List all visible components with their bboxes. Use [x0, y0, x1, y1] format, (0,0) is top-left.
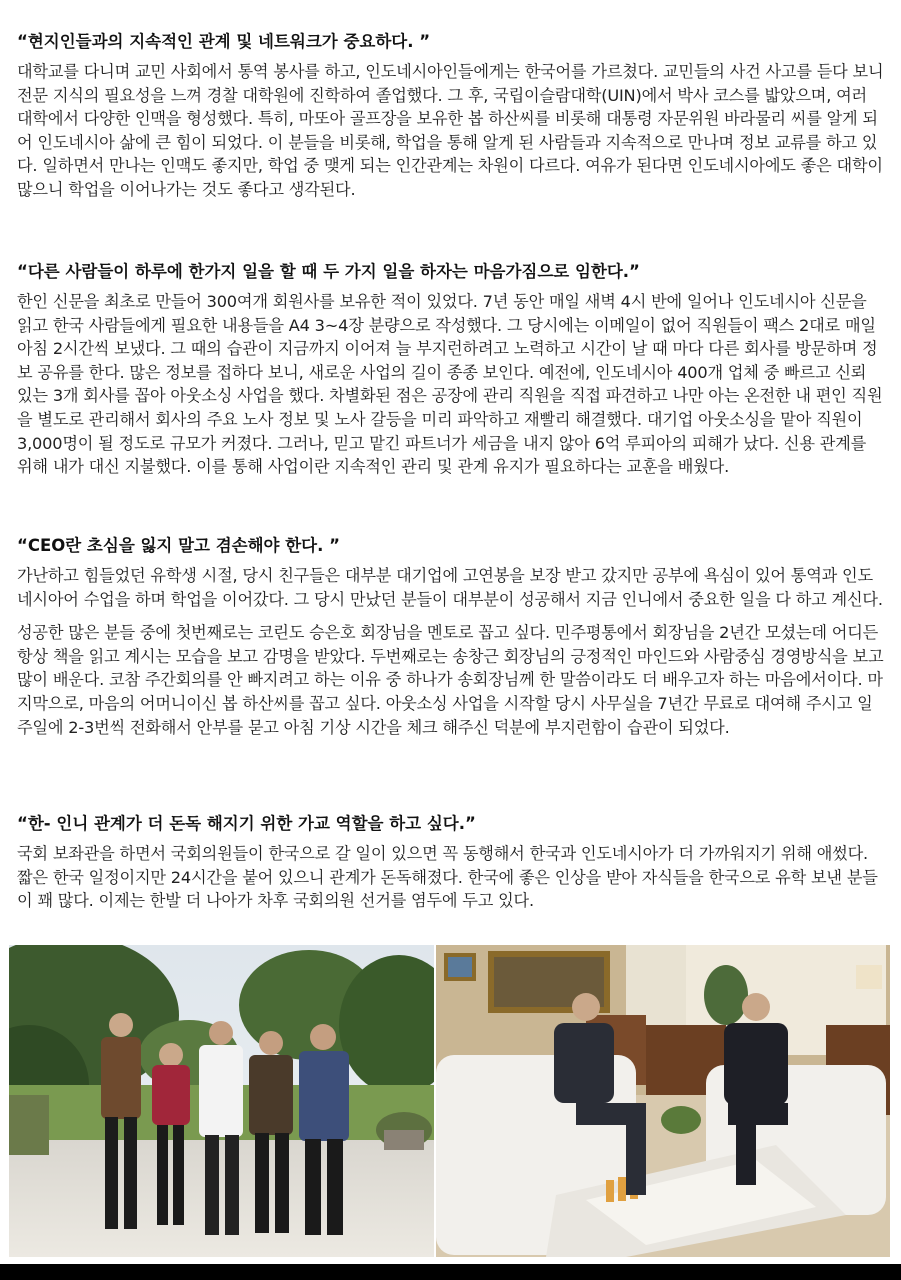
section-bridge-role [17, 812, 885, 913]
section-heading: “현지인들과의 지속적인 관계 및 네트워크가 중요하다. ” [17, 32, 431, 51]
section-local-network [17, 30, 885, 202]
group-photo-image [9, 945, 434, 1257]
section-ceo-humility [17, 534, 885, 739]
photo-row [9, 945, 890, 1257]
section-paragraph: 국회 보좌관을 하면서 국회의원들이 한국으로 갈 일이 있으면 꼭 동행해서 한국과 인도네시아가 더 가까워지기 위해 애썼다. 짧은 한국 일정이지만 24시간을 붙어 있으니 관계가 돈독해졌다. 한국에 좋은 인상을 받아 자식들을 한국으로 유학 보낸 분들이 꽤 많다. 이제는 한발 더 나아가 차후 국회의원 선거를 염두에 두고 있다. [17, 844, 878, 911]
section-heading: “한- 인니 관계가 더 돈독 해지기 위한 가교 역할을 하고 싶다.” [17, 814, 476, 833]
section-paragraph: 한인 신문을 최초로 만들어 300여개 회원사를 보유한 적이 있었다. 7년 동안 매일 새벽 4시 반에 일어나 인도네시아 신문을 읽고 한국 사람들에게 필요한 내용들을 A4 3~4장 분량으로 작성했다. 그 당시에는 이메일이 없어 직원들이 팩스 2대로 매일 아침 2시간씩 보냈다. 그 때의 습관이 지금까지 이어져 늘 부지런하려고 노력하고 시간이 날 때 마다 다른 회사를 방문하며 정보 공유를 한다. 많은 정보를 접하다 보니, 새로운 사업의 길이 종종 보인다. 예전에, 인도네시아 400개 업체 중 빠르고 신뢰 있는 3개 회사를 꼽아 아웃소싱 사업을 했다. 차별화된 점은 공장에 관리 직원을 직접 파견하고 나만 아는 온전한 내 편인 직원을 별도로 관리해서 회사의 주요 노사 정보 및 노사 갈등을 미리 파악하고 재빨리 해결했다. 대기업 아웃소싱을 맡아 직원이 3,000명이 될 정도로 규모가 커졌다. 그러나, 믿고 맡긴 파트너가 세금을 내지 않아 6억 루피아의 피해가 났다. 신용 관계를 위해 내가 대신 지불했다. 이를 통해 사업이란 지속적인 관리 및 관계 유지가 필요하다는 교훈을 배웠다. [17, 292, 883, 477]
group-photo [9, 945, 434, 1257]
section-paragraph: 성공한 많은 분들 중에 첫번째로는 코린도 승은호 회장님을 멘토로 꼽고 싶다. 민주평통에서 회장님을 2년간 모셨는데 어디든 항상 책을 읽고 계시는 모습을 보고 감명을 받았다. 두번째로는 송창근 회장님의 긍정적인 마인드와 사람중심 경영방식을 보고 많이 배운다. 코참 주간회의를 안 빠지려고 하는 이유 중 하나가 송회장님께 한 말씀이라도 더 배우고자 하는 마음에서이다. 마지막으로, 마음의 어머니이신 봅 하산씨를 꼽고 싶다. 아웃소싱 사업을 시작할 당시 사무실을 7년간 무료로 대여해 주시고 일주일에 2-3번씩 전화해서 안부를 묻고 아침 기상 시간을 체크 해주신 덕분에 부지런함이 습관이 되었다. [17, 623, 884, 737]
office-photo [436, 945, 890, 1257]
section-heading: “다른 사람들이 하루에 한가지 일을 할 때 두 가지 일을 하자는 마음가짐으로 임한다.” [17, 262, 640, 281]
office-photo-image [436, 945, 890, 1257]
section-paragraph: 대학교를 다니며 교민 사회에서 통역 봉사를 하고, 인도네시아인들에게는 한국어를 가르쳤다. 교민들의 사건 사고를 듣다 보니 전문 지식의 필요성을 느껴 경찰 대학원에 진학하여 졸업했다. 그 후, 국립이슬람대학(UIN)에서 박사 코스를 밟았으며, 여러 대학에서 다양한 인맥을 형성했다. 특히, 마또아 골프장을 보유한 봅 하산씨를 비롯해 대통령 자문위원 바라물리 씨를 알게 되어 인도네시아 삶에 큰 힘이 되었다. 이 분들을 비롯해, 학업을 통해 알게 된 사람들과 지속적으로 만나며 정보 교류를 하고 있다. 일하면서 만나는 인맥도 좋지만, 학업 중 맺게 되는 인간관계는 차원이 다르다. 여유가 된다면 인도네시아에도 좋은 대학이 많으니 학업을 이어나가는 것도 좋다고 생각된다. [17, 62, 884, 199]
section-heading: “CEO란 초심을 잃지 말고 겸손해야 한다. ” [17, 536, 340, 555]
bottom-nav-bar [0, 1264, 901, 1280]
section-work-ethic [17, 260, 885, 479]
section-paragraph: 가난하고 힘들었던 유학생 시절, 당시 친구들은 대부분 대기업에 고연봉을 보장 받고 갔지만 공부에 욕심이 있어 통역과 인도네시아어 수업을 하며 학업을 이어갔다. 그 당시 만났던 분들이 대부분이 성공해서 지금 인니에서 중요한 일을 다 하고 계신다. [17, 566, 883, 609]
